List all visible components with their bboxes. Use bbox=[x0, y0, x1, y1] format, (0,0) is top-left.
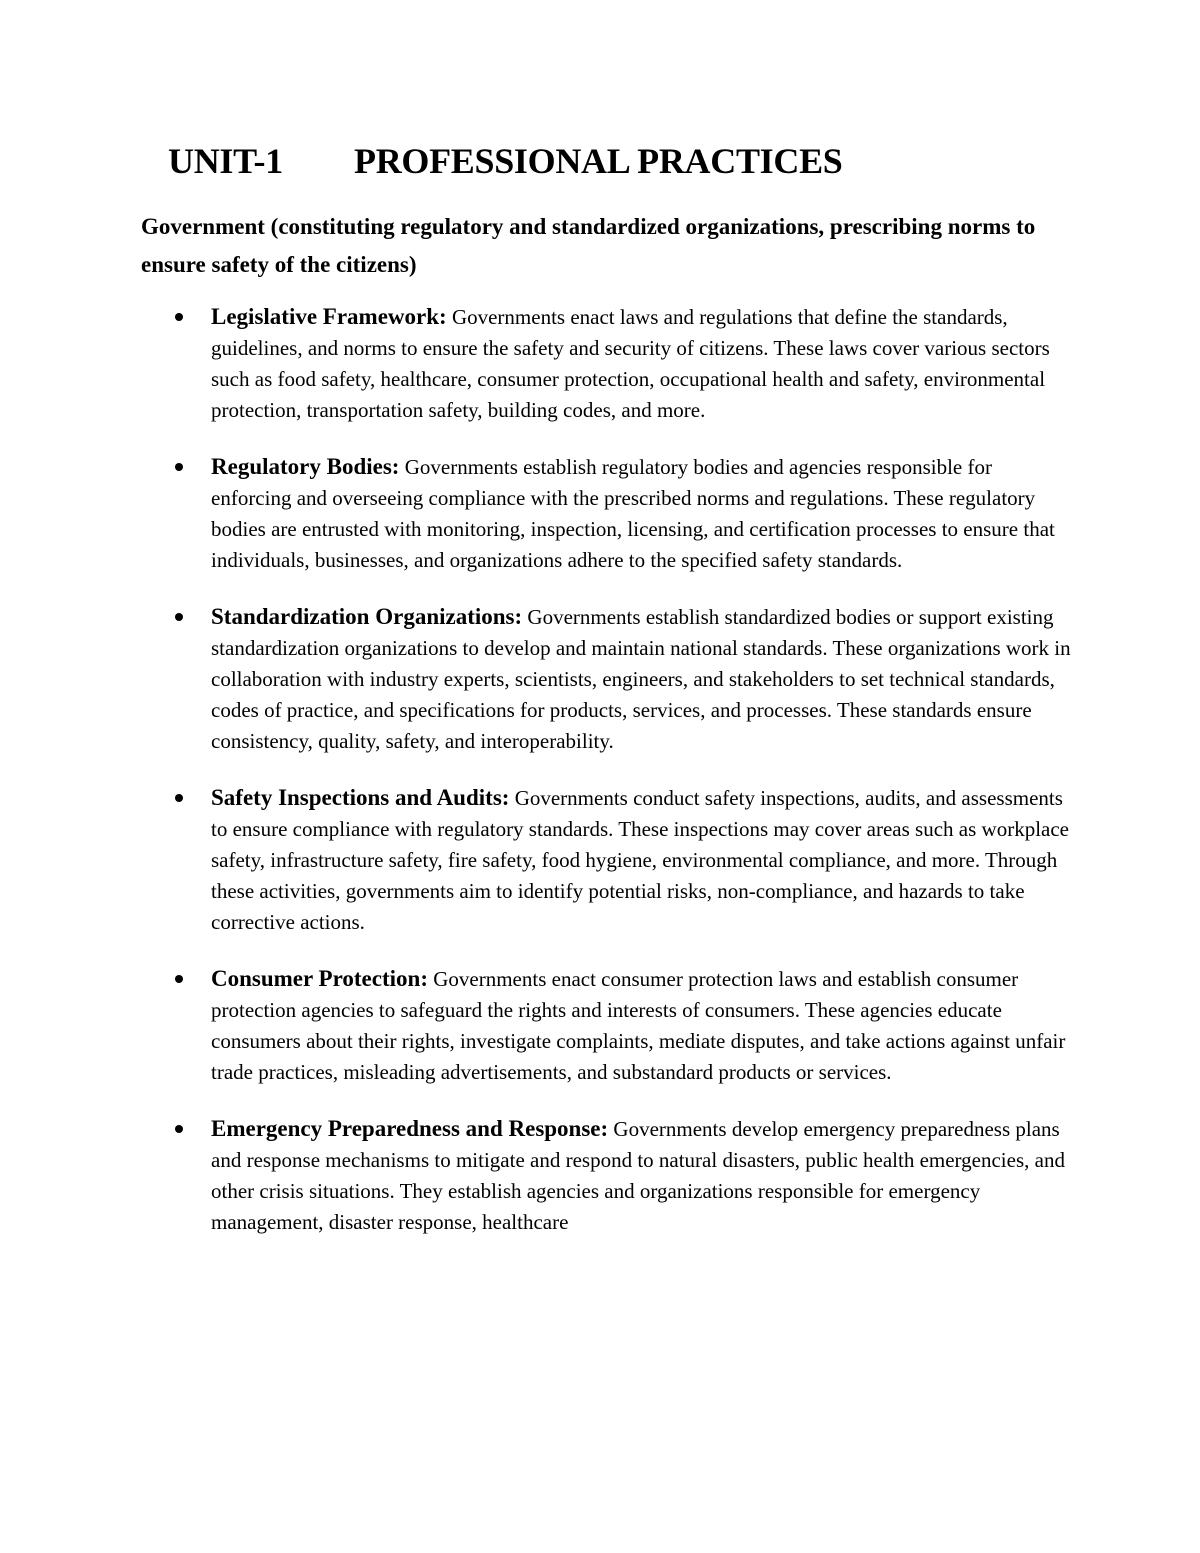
section-heading: Government (constituting regulatory and standardized organizations, prescribing norms to ensure safety of the citizens) bbox=[141, 214, 1036, 277]
title-unit: UNIT-1 bbox=[168, 141, 283, 181]
list-item bbox=[211, 601, 1071, 757]
item-text: Governments establish regulatory bodies and agencies responsible for enforcing and overseeing compliance with the prescribed norms and regulations. These regulatory bodies are entrusted with monitoring, inspection, licensing, and certification processes to ensure that individuals, businesses, and organizations adhere to the specified safety standards. bbox=[211, 455, 1055, 572]
item-text: Governments establish standardized bodies or support existing standardization organizations to develop and maintain national standards. These organizations work in collaboration with industry experts, scientists, engineers, and stakeholders to set technical standards, codes of practice, and specifications for products, services, and processes. These standards ensure consistency, quality, safety, and interoperability. bbox=[211, 605, 1071, 753]
item-text: Governments enact consumer protection laws and establish consumer protection agencies to safeguard the rights and interests of consumers. These agencies educate consumers about their rights, investigate complaints, mediate disputes, and take actions against unfair trade practices, misleading advertisements, and substandard products or services. bbox=[211, 967, 1066, 1084]
item-term: Consumer Protection: bbox=[211, 966, 428, 991]
item-term: Regulatory Bodies: bbox=[211, 454, 400, 479]
page-title bbox=[168, 140, 843, 182]
list-item bbox=[211, 451, 1071, 576]
list-item bbox=[211, 1113, 1071, 1238]
title-text: PROFESSIONAL PRACTICES bbox=[354, 141, 843, 181]
bullet-icon bbox=[175, 1125, 183, 1133]
bullet-icon bbox=[175, 613, 183, 621]
bullet-icon bbox=[175, 794, 183, 802]
bullet-icon bbox=[175, 463, 183, 471]
item-term: Legislative Framework: bbox=[211, 304, 447, 329]
item-text: Governments enact laws and regulations that define the standards, guidelines, and norms to ensure the safety and security of citizens. These laws cover various sectors such as food safety, healthcare, consumer protection, occupational health and safety, environmental protection, transportation safety, building codes, and more. bbox=[211, 305, 1050, 422]
item-text: Governments develop emergency preparedness plans and response mechanisms to mitigate and respond to natural disasters, public health emergencies, and other crisis situations. They establish agencies and organizations responsible for emergency management, disaster response, healthcare bbox=[211, 1117, 1065, 1234]
list-item bbox=[211, 301, 1071, 426]
item-term: Safety Inspections and Audits: bbox=[211, 785, 510, 810]
item-text: Governments conduct safety inspections, audits, and assessments to ensure compliance with regulatory standards. These inspections may cover areas such as workplace safety, infrastructure safety, fire safety, food hygiene, environmental compliance, and more. Through these activities, governments aim to identify potential risks, non-compliance, and hazards to take corrective actions. bbox=[211, 786, 1069, 934]
item-term: Standardization Organizations: bbox=[211, 604, 523, 629]
list-item bbox=[211, 782, 1071, 938]
bullet-list bbox=[211, 301, 1071, 1263]
list-item bbox=[211, 963, 1071, 1088]
bullet-icon bbox=[175, 975, 183, 983]
item-term: Emergency Preparedness and Response: bbox=[211, 1116, 609, 1141]
bullet-icon bbox=[175, 313, 183, 321]
